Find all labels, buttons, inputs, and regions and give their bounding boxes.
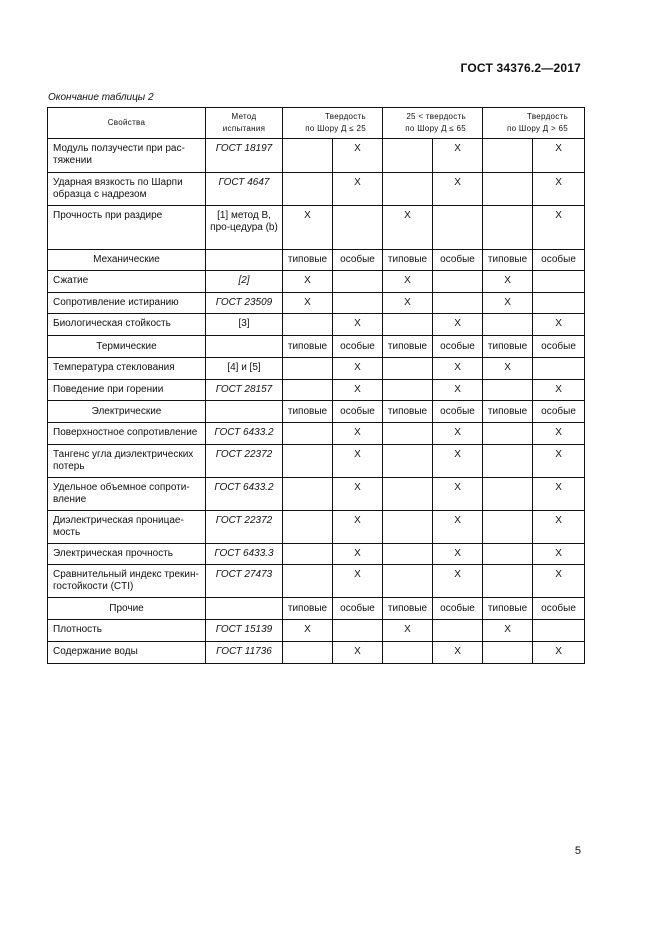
- cell-empty: [383, 642, 433, 664]
- cell-empty: [483, 206, 533, 250]
- header-hardness-low: Твердость по Шору Д ≤ 25: [283, 108, 383, 139]
- mark-x: X: [533, 544, 585, 565]
- table-row: [48, 314, 585, 336]
- table-row: [48, 173, 585, 206]
- test-method: ГОСТ 28157: [206, 380, 283, 401]
- properties-table: [47, 107, 585, 664]
- cell-empty: [483, 544, 533, 565]
- type-special: особые: [333, 336, 383, 358]
- type-typical: типовые: [483, 336, 533, 358]
- cell-empty: [433, 271, 483, 293]
- property-name: Диэлектрическая проницае-мость: [48, 511, 206, 544]
- type-special: особые: [333, 598, 383, 620]
- property-name: Температура стеклования: [48, 358, 206, 380]
- cell-empty: [283, 642, 333, 664]
- test-method: ГОСТ 4647: [206, 173, 283, 206]
- cell-empty: [283, 358, 333, 380]
- cell-empty: [483, 511, 533, 544]
- cell-empty: [283, 380, 333, 401]
- mark-x: X: [333, 314, 383, 336]
- type-special: особые: [333, 250, 383, 271]
- property-name: Модуль ползучести при рас-тяжении: [48, 139, 206, 173]
- cell-empty: [383, 565, 433, 598]
- test-method: ГОСТ 11736: [206, 642, 283, 664]
- mark-x: X: [433, 642, 483, 664]
- test-method: [3]: [206, 314, 283, 336]
- mark-x: X: [433, 565, 483, 598]
- mark-x: X: [433, 139, 483, 173]
- cell-empty: [383, 314, 433, 336]
- mark-x: X: [333, 642, 383, 664]
- mark-x: X: [483, 620, 533, 642]
- group-name: Прочие: [48, 598, 206, 620]
- mark-x: X: [433, 511, 483, 544]
- mark-x: X: [433, 380, 483, 401]
- cell-empty: [433, 206, 483, 250]
- table-row: [48, 206, 585, 250]
- cell-empty: [383, 139, 433, 173]
- cell-empty: [383, 358, 433, 380]
- test-method: ГОСТ 23509: [206, 293, 283, 314]
- test-method: ГОСТ 6433.2: [206, 478, 283, 511]
- test-method: ГОСТ 6433.3: [206, 544, 283, 565]
- type-typical: типовые: [283, 401, 333, 423]
- property-name: Поведение при горении: [48, 380, 206, 401]
- property-name: Биологическая стойкость: [48, 314, 206, 336]
- property-name: Удельное объемное сопроти-вление: [48, 478, 206, 511]
- mark-x: X: [533, 445, 585, 478]
- cell-empty: [383, 380, 433, 401]
- table-row: [48, 642, 585, 664]
- type-special: особые: [533, 598, 585, 620]
- group-row-electrical: [48, 401, 585, 423]
- test-method: ГОСТ 18197: [206, 139, 283, 173]
- mark-x: X: [333, 445, 383, 478]
- mark-x: X: [533, 565, 585, 598]
- type-typical: типовые: [283, 336, 333, 358]
- type-typical: типовые: [483, 598, 533, 620]
- table-row: [48, 271, 585, 293]
- cell-empty: [333, 206, 383, 250]
- group-row-thermal: [48, 336, 585, 358]
- mark-x: X: [533, 206, 585, 250]
- cell-empty: [383, 423, 433, 445]
- cell-empty: [383, 544, 433, 565]
- page-number: 5: [574, 845, 581, 857]
- table-row: [48, 358, 585, 380]
- cell-empty: [283, 423, 333, 445]
- test-method: [2]: [206, 271, 283, 293]
- mark-x: X: [333, 380, 383, 401]
- table-row: [48, 139, 585, 173]
- test-method: ГОСТ 15139: [206, 620, 283, 642]
- property-name: Электрическая прочность: [48, 544, 206, 565]
- property-name: Сравнительный индекс трекин-гостойкости (CTI): [48, 565, 206, 598]
- group-name: Механические: [48, 250, 206, 271]
- property-name: Содержание воды: [48, 642, 206, 664]
- cell-empty: [433, 620, 483, 642]
- header-hardness-mid: 25 < твердость по Шору Д ≤ 65: [383, 108, 483, 139]
- mark-x: X: [483, 293, 533, 314]
- group-name: Электрические: [48, 401, 206, 423]
- property-name: Сопротивление истиранию: [48, 293, 206, 314]
- cell-empty: [483, 445, 533, 478]
- cell-empty: [283, 173, 333, 206]
- mark-x: X: [533, 478, 585, 511]
- table-row: [48, 544, 585, 565]
- mark-x: X: [333, 511, 383, 544]
- cell-empty: [333, 293, 383, 314]
- mark-x: X: [333, 139, 383, 173]
- mark-x: X: [533, 173, 585, 206]
- cell-empty: [283, 511, 333, 544]
- cell-empty: [483, 642, 533, 664]
- cell-empty: [533, 620, 585, 642]
- cell-empty: [206, 401, 283, 423]
- table-caption: Окончание таблицы 2: [48, 92, 154, 103]
- cell-empty: [483, 478, 533, 511]
- table-row: [48, 511, 585, 544]
- cell-empty: [483, 314, 533, 336]
- table-row: [48, 445, 585, 478]
- cell-empty: [283, 314, 333, 336]
- type-special: особые: [333, 401, 383, 423]
- mark-x: X: [283, 293, 333, 314]
- mark-x: X: [283, 620, 333, 642]
- type-typical: типовые: [283, 598, 333, 620]
- mark-x: X: [483, 358, 533, 380]
- cell-empty: [283, 544, 333, 565]
- mark-x: X: [533, 380, 585, 401]
- cell-empty: [533, 293, 585, 314]
- property-name: Прочность при раздире: [48, 206, 206, 250]
- test-method: ГОСТ 27473: [206, 565, 283, 598]
- cell-empty: [433, 293, 483, 314]
- table-header-row: [48, 108, 585, 139]
- cell-empty: [383, 445, 433, 478]
- cell-empty: [283, 445, 333, 478]
- cell-empty: [483, 139, 533, 173]
- group-row-other: [48, 598, 585, 620]
- cell-empty: [383, 478, 433, 511]
- mark-x: X: [333, 423, 383, 445]
- cell-empty: [533, 358, 585, 380]
- mark-x: X: [333, 544, 383, 565]
- header-method: Метод испытания: [206, 108, 283, 139]
- mark-x: X: [533, 423, 585, 445]
- type-typical: типовые: [383, 336, 433, 358]
- mark-x: X: [383, 293, 433, 314]
- table-row: [48, 478, 585, 511]
- mark-x: X: [533, 314, 585, 336]
- type-special: особые: [433, 401, 483, 423]
- cell-empty: [206, 598, 283, 620]
- cell-empty: [333, 620, 383, 642]
- mark-x: X: [533, 642, 585, 664]
- table-row: [48, 565, 585, 598]
- table-row: [48, 423, 585, 445]
- type-special: особые: [533, 250, 585, 271]
- cell-empty: [206, 250, 283, 271]
- mark-x: X: [283, 271, 333, 293]
- cell-empty: [383, 173, 433, 206]
- type-special: особые: [533, 401, 585, 423]
- test-method: [4] и [5]: [206, 358, 283, 380]
- property-name: Тангенс угла диэлектрических потерь: [48, 445, 206, 478]
- cell-empty: [483, 565, 533, 598]
- mark-x: X: [383, 271, 433, 293]
- cell-empty: [283, 478, 333, 511]
- cell-empty: [533, 271, 585, 293]
- group-row-mechanical: [48, 250, 585, 271]
- cell-empty: [206, 336, 283, 358]
- type-special: особые: [433, 336, 483, 358]
- mark-x: X: [433, 544, 483, 565]
- type-typical: типовые: [483, 401, 533, 423]
- mark-x: X: [333, 565, 383, 598]
- mark-x: X: [433, 173, 483, 206]
- type-typical: типовые: [383, 598, 433, 620]
- mark-x: X: [533, 139, 585, 173]
- table-row: [48, 293, 585, 314]
- cell-empty: [483, 173, 533, 206]
- type-typical: типовые: [383, 250, 433, 271]
- mark-x: X: [283, 206, 333, 250]
- mark-x: X: [433, 478, 483, 511]
- cell-empty: [383, 511, 433, 544]
- mark-x: X: [433, 445, 483, 478]
- property-name: Ударная вязкость по Шарпи образца с надрезом: [48, 173, 206, 206]
- type-typical: типовые: [283, 250, 333, 271]
- type-special: особые: [533, 336, 585, 358]
- type-typical: типовые: [383, 401, 433, 423]
- mark-x: X: [533, 511, 585, 544]
- cell-empty: [283, 139, 333, 173]
- type-typical: типовые: [483, 250, 533, 271]
- mark-x: X: [333, 478, 383, 511]
- header-hardness-high: Твердость по Шору Д > 65: [483, 108, 585, 139]
- cell-empty: [483, 380, 533, 401]
- type-special: особые: [433, 598, 483, 620]
- property-name: Плотность: [48, 620, 206, 642]
- cell-empty: [283, 565, 333, 598]
- mark-x: X: [383, 206, 433, 250]
- mark-x: X: [433, 314, 483, 336]
- mark-x: X: [483, 271, 533, 293]
- test-method: [1] метод В, про-цедура (b): [206, 206, 283, 250]
- mark-x: X: [333, 173, 383, 206]
- test-method: ГОСТ 22372: [206, 445, 283, 478]
- type-special: особые: [433, 250, 483, 271]
- property-name: Сжатие: [48, 271, 206, 293]
- mark-x: X: [433, 358, 483, 380]
- header-property: Свойства: [48, 108, 206, 139]
- test-method: ГОСТ 22372: [206, 511, 283, 544]
- table-row: [48, 380, 585, 401]
- table-row: [48, 620, 585, 642]
- test-method: ГОСТ 6433.2: [206, 423, 283, 445]
- group-name: Термические: [48, 336, 206, 358]
- mark-x: X: [333, 358, 383, 380]
- property-name: Поверхностное сопротивление: [48, 423, 206, 445]
- cell-empty: [333, 271, 383, 293]
- document-code: ГОСТ 34376.2—2017: [460, 61, 581, 75]
- mark-x: X: [383, 620, 433, 642]
- cell-empty: [483, 423, 533, 445]
- mark-x: X: [433, 423, 483, 445]
